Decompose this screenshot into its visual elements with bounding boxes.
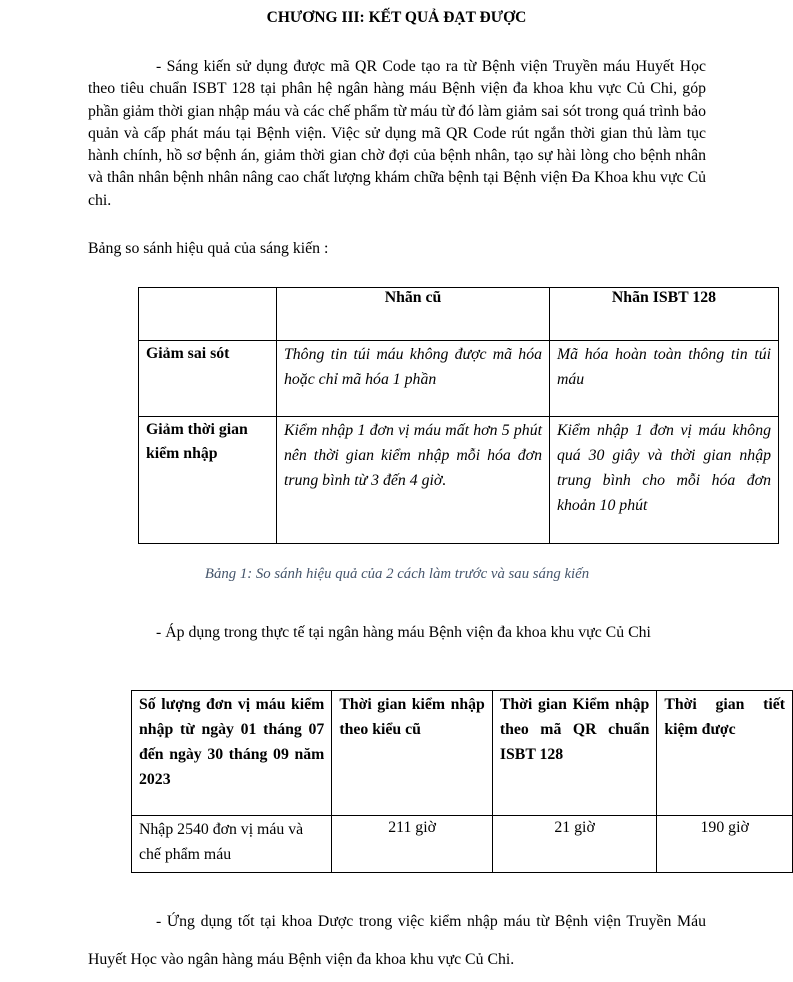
table2-header-quantity: Số lượng đơn vị máu kiểm nhập từ ngày 01 tháng 07 đến ngày 30 tháng 09 năm 2023 xyxy=(132,691,332,816)
table2-header-time-saved: Thời gian tiết kiệm được xyxy=(657,691,793,816)
chapter-title: CHƯƠNG III: KẾT QUẢ ĐẠT ĐƯỢC xyxy=(266,9,527,26)
table2-cell-qr-method-time: 21 giờ xyxy=(492,816,657,873)
table1-row1-old-value: Thông tin túi máu không được mã hóa hoặc chỉ mã hóa 1 phần xyxy=(277,341,550,417)
table1-row1-label: Giảm sai sót xyxy=(139,341,277,417)
paragraph-closing: - Ứng dụng tốt tại khoa Dược trong việc kiểm nhập máu từ Bệnh viện Truyền Máu Huyết Học vào ngân hàng máu Bệnh viện đa khoa khu vực Củ Chi. xyxy=(88,913,706,968)
table1-caption: Bảng 1: So sánh hiệu quả của 2 cách làm trước và sau sáng kiến xyxy=(204,566,590,582)
table1-row2-old-value: Kiểm nhập 1 đơn vị máu mất hơn 5 phút nên thời gian kiểm nhập mỗi hóa đơn trung bình từ 3 đến 4 giờ. xyxy=(277,417,550,544)
paragraph-apply: - Áp dụng trong thực tế tại ngân hàng máu Bệnh viện đa khoa khu vực Củ Chi xyxy=(156,624,651,641)
time-saving-table xyxy=(131,690,793,873)
table1-row2-label: Giảm thời gian kiểm nhập xyxy=(139,417,277,544)
comparison-table-labels xyxy=(138,287,779,544)
table1-header-old-label: Nhãn cũ xyxy=(277,288,550,341)
table2-cell-old-method-time: 211 giờ xyxy=(332,816,493,873)
table-row xyxy=(139,288,779,341)
table-row xyxy=(132,816,793,873)
table2-cell-time-saved: 190 giờ xyxy=(657,816,793,873)
table1-header-isbt128-label: Nhãn ISBT 128 xyxy=(550,288,779,341)
paragraph-initiative-summary: - Sáng kiến sử dụng được mã QR Code tạo ra từ Bệnh viện Truyền máu Huyết Học theo tiêu chuẩn ISBT 128 tại phân hệ ngân hàng máu Bệnh viện đa khoa khu vực Củ Chi, góp phần giảm thời gian nhập máu và các chế phẩm từ máu từ đó làm giảm sai sót trong quá trình bảo quản và cấp phát máu tại Bệnh viện. Việc sử dụng mã QR Code rút ngắn thời gian thủ làm tục hành chính, hồ sơ bệnh án, giảm thời gian chờ đợi của bệnh nhân, tạo sự hài lòng cho bệnh nhân và thân nhân bệnh nhân nâng cao chất lượng khám chữa bệnh tại Bệnh viện Đa Khoa khu vực Củ chi. xyxy=(88,58,706,209)
table-row xyxy=(139,417,779,544)
table1-row2-new-value: Kiểm nhập 1 đơn vị máu không quá 30 giây và thời gian nhập trung bình cho mỗi hóa đơn khoản 10 phút xyxy=(550,417,779,544)
table1-header-empty-cell xyxy=(139,288,277,341)
table-row xyxy=(139,341,779,417)
table2-header-qr-method-time: Thời gian Kiểm nhập theo mã QR chuẩn ISBT 128 xyxy=(492,691,657,816)
paragraph-table1-lead: Bảng so sánh hiệu quả của sáng kiến : xyxy=(88,240,329,257)
table1-row1-new-value: Mã hóa hoàn toàn thông tin túi máu xyxy=(550,341,779,417)
table-row xyxy=(132,691,793,816)
table2-header-old-method-time: Thời gian kiểm nhập theo kiểu cũ xyxy=(332,691,493,816)
table2-cell-quantity: Nhập 2540 đơn vị máu và chế phẩm máu xyxy=(132,816,332,873)
